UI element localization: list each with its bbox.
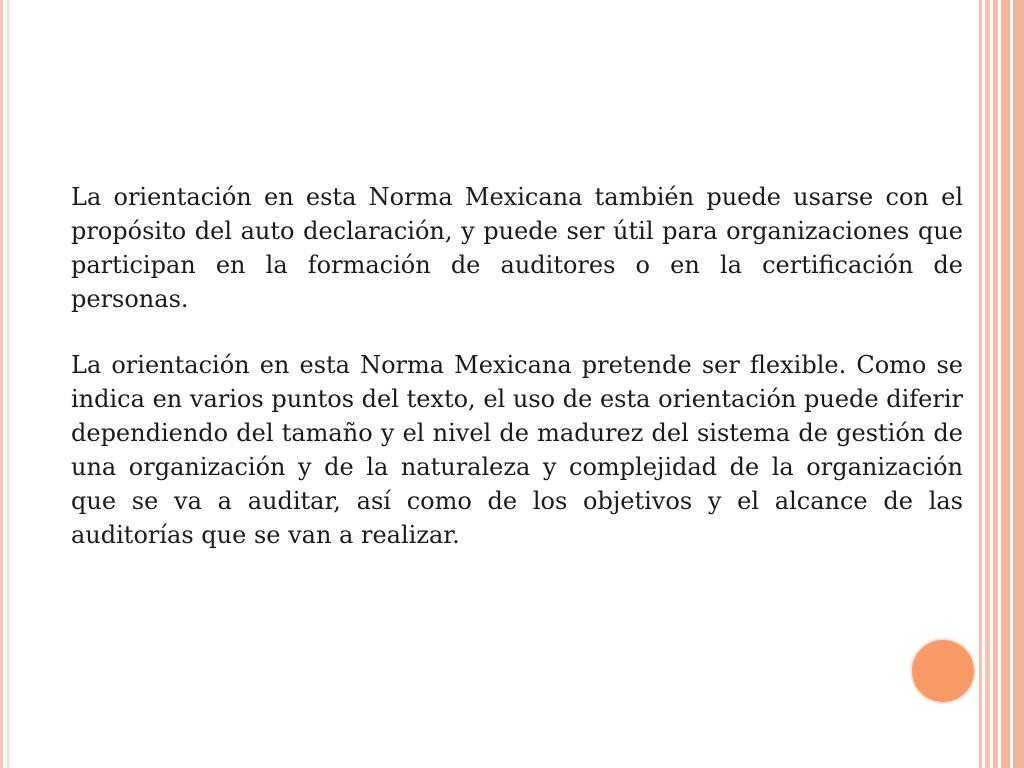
right-border-stripe: [979, 0, 982, 768]
left-border-line: [0, 0, 3, 768]
decorative-circle: [912, 640, 974, 702]
right-border-stripe: [1001, 0, 1010, 768]
slide-body: [71, 180, 963, 584]
paragraph-2: La orientación en esta Norma Mexicana pretende ser flexible. Como se indica en varios puntos del texto, el uso de esta orientación puede diferir dependiendo del tamaño y el nivel de madurez del sistema de gestión de una organización y de la naturaleza y complejidad de la organización que se va a auditar, así como de los objetivos y el alcance de las auditorías que se van a realizar.: [71, 351, 963, 549]
right-border-stripe: [985, 0, 990, 768]
left-border-line-inner: [7, 0, 9, 768]
right-border-stripe: [1013, 0, 1024, 768]
paragraph-1: La orientación en esta Norma Mexicana también puede usarse con el propósito del auto declaración, y puede ser útil para organizaciones que participan en la formación de auditores o en la certificación de personas.: [71, 183, 963, 313]
right-border-stripe: [993, 0, 998, 768]
